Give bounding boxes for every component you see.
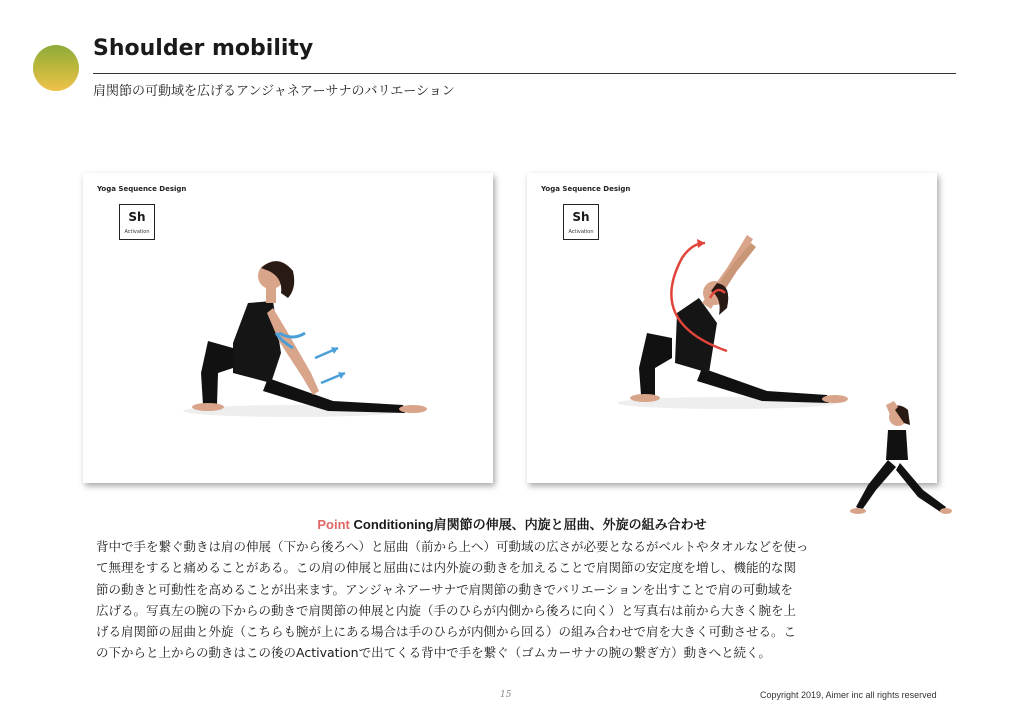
body-line: の下からと上からの動きはこの後のActivationで出てくる背中で手を繋ぐ（ゴムカーサナの腕の繋ぎ方）動きへと続く。 bbox=[96, 645, 771, 661]
front-foot bbox=[630, 394, 660, 402]
arrow-head bbox=[697, 239, 705, 248]
back-leg bbox=[896, 463, 946, 513]
body-line: 広げる。写真左の腕の下からの動きで肩関節の伸展と内旋（手のひらが内側から後ろに向く）と写真右は前から大きく腕を上 bbox=[96, 602, 797, 618]
point-label: Point bbox=[317, 517, 350, 532]
body-line: て無理をすると痛めることがある。この肩の伸展と屈曲には内外旋の動きを加えることで肩関節の安定度を増し、機能的な関 bbox=[96, 560, 797, 576]
photo-card-left bbox=[83, 173, 493, 483]
page-subtitle: 肩関節の可動域を広げるアンジャネアーサナのバリエーション bbox=[93, 84, 455, 99]
yoga-pose-photo-left bbox=[83, 173, 493, 483]
card-brand: Yoga Sequence Design bbox=[541, 185, 631, 193]
point-heading bbox=[0, 514, 1024, 533]
badge-label: Activation bbox=[124, 229, 150, 235]
badge-code: Sh bbox=[128, 210, 146, 224]
back-foot bbox=[399, 405, 427, 413]
body-line: 節の動きと可動性を高めることが出来ます。アンジャネアーサナで肩関節の動きでバリエーションを出すことで肩の可動域を bbox=[96, 581, 793, 597]
front-leg bbox=[856, 460, 896, 510]
neck bbox=[266, 288, 276, 303]
front-leg bbox=[201, 341, 233, 405]
standing-pose-figure bbox=[838, 395, 958, 525]
torso bbox=[886, 430, 908, 460]
copyright-notice: Copyright 2019, Aimer inc all rights reserved bbox=[760, 690, 937, 700]
logo-circle bbox=[33, 45, 79, 91]
body-line: げる肩関節の屈曲と外旋（こちらも腕が上にある場合は手のひらが内側から回る）の組み合わせで肩を大きく可動させる。こ bbox=[96, 624, 797, 640]
page-number: 15 bbox=[500, 690, 512, 700]
front-leg bbox=[639, 333, 672, 395]
page-title: Shoulder mobility bbox=[93, 36, 314, 61]
title-divider bbox=[93, 73, 956, 74]
body-paragraph bbox=[96, 536, 934, 664]
badge-code: Sh bbox=[572, 210, 590, 224]
rotation-arrow bbox=[279, 333, 305, 337]
badge-label: Activation bbox=[568, 229, 594, 235]
front-foot bbox=[192, 403, 224, 411]
card-brand: Yoga Sequence Design bbox=[97, 185, 187, 193]
point-heading-text: Conditioning肩関節の伸展、内旋と屈曲、外旋の組み合わせ bbox=[353, 517, 707, 532]
body-line: 背中で手を繋ぐ動きは肩の伸展（下から後ろへ）と屈曲（前から上へ）可動域の広さが必要となるがベルトやタオルなどを使っ bbox=[96, 539, 809, 554]
